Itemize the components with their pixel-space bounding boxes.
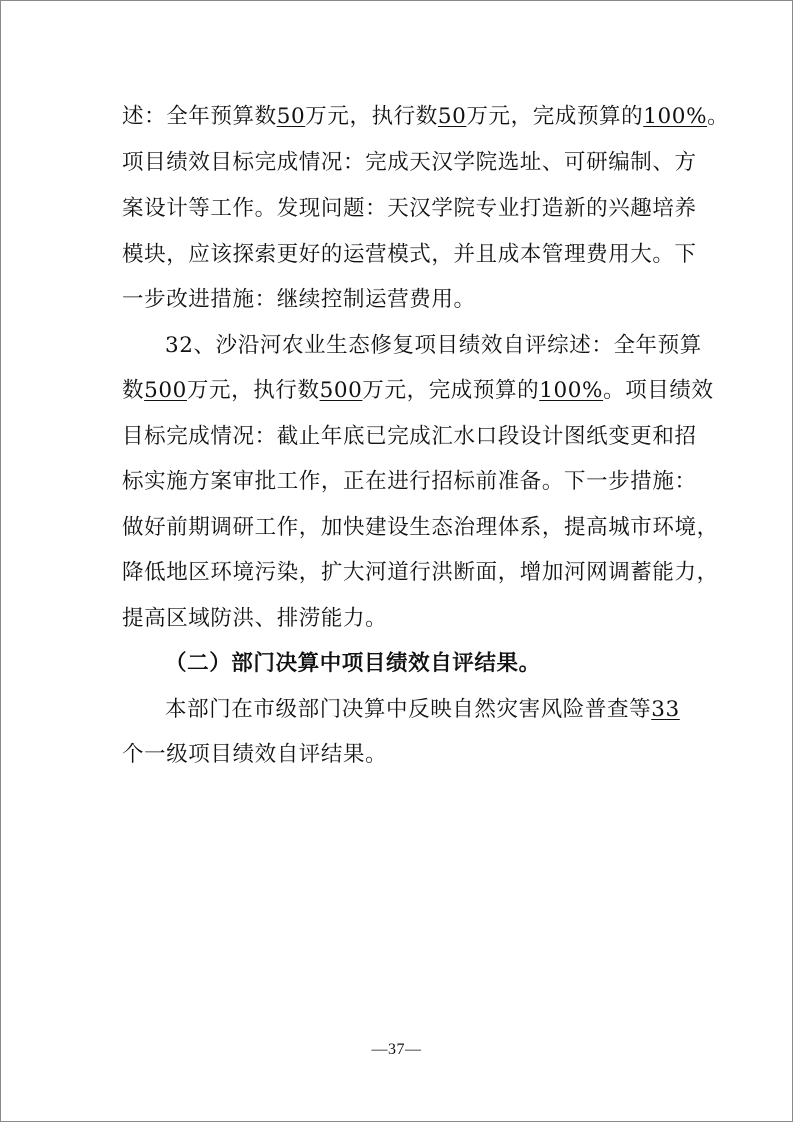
- summary-line-2: 个一级项目绩效自评结果。: [122, 742, 388, 767]
- executed-amount: 500: [319, 378, 363, 403]
- section-heading: （二）部门决算中项目绩效自评结果。: [165, 651, 541, 676]
- paragraph-31-line-3: 案设计等工作。发现问题：天汉学院专业打造新的兴趣培养: [122, 196, 697, 221]
- project-count: 33: [651, 697, 680, 722]
- paragraph-31-line-2: 项目绩效目标完成情况：完成天汉学院选址、可研编制、方: [122, 150, 697, 175]
- summary-line-1: 本部门在市级部门决算中反映自然灾害风险普查等33: [165, 697, 680, 722]
- paragraph-32-line-5: 做好前期调研工作，加快建设生态治理体系，提高城市环境，: [122, 515, 719, 540]
- paragraph-31-line-4: 模块，应该探索更好的运营模式，并且成本管理费用大。下: [122, 242, 697, 267]
- paragraph-31-line-1: 述：全年预算数50万元，执行数50万元，完成预算的100%。: [122, 104, 730, 129]
- executed-amount: 50: [437, 104, 467, 129]
- page-number: —37—: [371, 1041, 422, 1058]
- completion-rate: 100%: [643, 104, 708, 129]
- paragraph-32-line-3: 目标完成情况：截止年底已完成汇水口段设计图纸变更和招: [122, 424, 697, 449]
- paragraph-32-line-2: 数500万元，执行数500万元，完成预算的100%。项目绩效: [122, 378, 714, 403]
- budget-amount: 500: [144, 378, 187, 403]
- budget-amount: 50: [276, 104, 306, 129]
- completion-rate: 100%: [539, 378, 604, 403]
- paragraph-32-line-4: 标实施方案审批工作，正在进行招标前准备。下一步措施：: [122, 469, 697, 494]
- paragraph-32-line-7: 提高区域防洪、排涝能力。: [122, 606, 388, 631]
- paragraph-31-line-5: 一步改进措施：继续控制运营费用。: [122, 287, 476, 312]
- paragraph-32-line-1: 32、沙沿河农业生态修复项目绩效自评综述：全年预算: [165, 333, 702, 358]
- paragraph-32-line-6: 降低地区环境污染，扩大河道行洪断面，增加河网调蓄能力，: [122, 560, 719, 585]
